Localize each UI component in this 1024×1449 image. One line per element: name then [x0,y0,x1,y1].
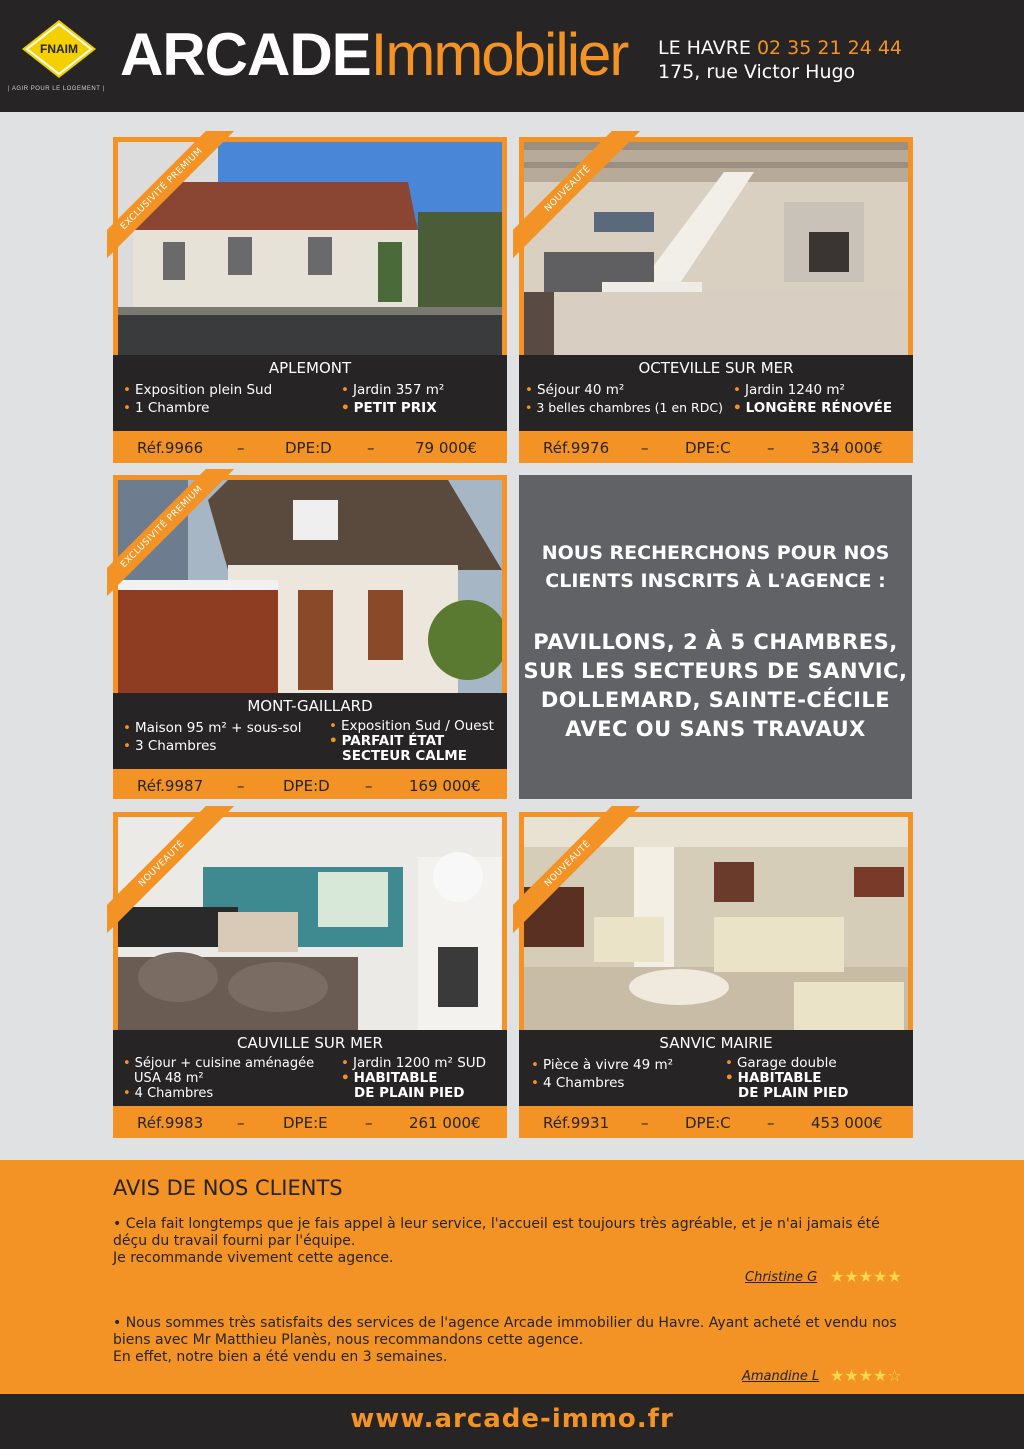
listing-ref: Réf.9987 [137,777,204,795]
features-left [525,381,723,417]
review-author: Amandine L [742,1369,820,1384]
agency-city: LE HAVRE [658,37,751,59]
separator: – [237,439,245,457]
listing-town: APLEMONT [268,359,352,377]
badge-label: EXCLUSIVITÉ PREMIUM [107,131,236,263]
feature-highlight: • HABITABLE [725,1070,822,1086]
feature-item: • Maison 95 m² + sous-sol [123,720,302,736]
feature-highlight: SECTEUR CALME [342,748,467,764]
separator: – [237,1114,245,1132]
brand-light: Immobilier [370,21,628,88]
listing-price: 169 000€ [409,777,481,795]
badge-ribbon [513,131,653,271]
fnaim-label: FNAIM [40,42,78,56]
feature-highlight: • HABITABLE [341,1070,438,1086]
separator: – [641,1114,649,1132]
listing-card[interactable] [519,812,913,1138]
feature-highlight: • PARFAIT ÉTAT [329,733,445,749]
website-link[interactable]: www.arcade-immo.fr [350,1404,674,1434]
feature-item: • 3 belles chambres (1 en RDC) [525,400,723,415]
separator: – [367,439,375,457]
fnaim-logo [20,18,98,80]
listing-card[interactable] [519,137,913,463]
listing-town: OCTEVILLE SUR MER [638,359,794,377]
feature-item: • Séjour 40 m² [525,382,625,398]
badge-ribbon [513,806,653,946]
features-right [329,719,494,764]
features-left [123,1056,314,1101]
listing-ref: Réf.9966 [137,439,204,457]
listing-town: SANVIC MAIRIE [659,1034,773,1052]
badge-label: NOUVEAUTÉ [513,131,642,263]
listing-price: 79 000€ [415,439,478,457]
listing-price: 453 000€ [811,1114,883,1132]
feature-item: • 3 Chambres [123,738,217,754]
listing-price-bar [113,433,507,463]
separator: – [641,439,649,457]
review-text: • Nous sommes très satisfaits des services de l'agence Arcade immobilier du Havre. Ayant acheté et vendu nos biens avec Mr Matthieu Planès, nous recommandons cette agence. En effet, notre bien a été vendu en 3 semaines. [113,1315,897,1365]
logo-tagline: | AGIR POUR LE LOGEMENT | [8,86,105,92]
listing-info [113,355,507,431]
badge-label: NOUVEAUTÉ [513,806,642,938]
listing-card[interactable] [113,137,507,463]
rating-stars-icon: ★★★★★ [830,1267,902,1286]
separator: – [767,1114,775,1132]
feature-item: USA 48 m² [134,1071,204,1086]
badge-ribbon [107,131,247,271]
separator: – [365,777,373,795]
listing-price-bar [519,1108,913,1138]
agency-contact [658,36,902,84]
feature-item: • 1 Chambre [123,400,210,416]
listing-dpe: DPE:D [283,777,330,795]
listing-info [113,1030,507,1106]
features-left [123,719,302,755]
brand-name [120,20,627,90]
listing-town: MONT-GAILLARD [247,697,373,715]
listing-card[interactable] [113,812,507,1138]
brand-bold: ARCADE [120,21,371,88]
listing-price: 334 000€ [811,439,883,457]
feature-item: • 4 Chambres [123,1086,214,1101]
header [0,0,1024,112]
separator: – [365,1114,373,1132]
feature-item: • Jardin 357 m² [341,382,445,398]
listing-dpe: DPE:E [283,1114,328,1132]
agency-phone[interactable]: 02 35 21 24 44 [756,37,902,59]
feature-item: • Jardin 1200 m² SUD [341,1055,487,1071]
badge-ribbon [107,806,247,946]
listing-dpe: DPE:D [285,439,332,457]
listing-ref: Réf.9976 [543,439,610,457]
features-left [123,381,272,417]
search-intro: NOUS RECHERCHONS POUR NOS CLIENTS INSCRITS À L'AGENCE : [541,542,890,592]
feature-item: • Séjour + cuisine aménagée [123,1056,315,1071]
search-announcement [519,475,912,799]
review-author: Christine G [745,1270,818,1285]
listing-info [519,1030,913,1106]
badge-label: NOUVEAUTÉ [107,806,236,938]
reviews-title: AVIS DE NOS CLIENTS [113,1176,343,1200]
listing-ref: Réf.9931 [543,1114,610,1132]
feature-item: • Jardin 1240 m² [733,382,845,398]
feature-item: • Exposition plein Sud [123,382,273,398]
separator: – [767,439,775,457]
listing-price-bar [113,771,507,801]
feature-highlight: DE PLAIN PIED [738,1085,849,1101]
features-left [531,1056,673,1092]
feature-item: • Garage double [725,1055,837,1071]
features-right [341,381,444,417]
footer [0,1394,1024,1449]
feature-item: • Exposition Sud / Ouest [329,718,494,734]
feature-highlight: • LONGÈRE RÉNOVÉE [733,400,893,416]
badge-label: EXCLUSIVITÉ PREMIUM [107,469,236,601]
badge-ribbon [107,469,247,609]
agency-address: 175, rue Victor Hugo [658,61,856,83]
features-right [341,1056,486,1101]
separator: – [237,777,245,795]
listing-info [519,355,913,431]
reviews-section [0,1160,1024,1394]
feature-highlight: • PETIT PRIX [341,400,437,416]
search-criteria: PAVILLONS, 2 À 5 CHAMBRES, SUR LES SECTEURS DE SANVIC, DOLLEMARD, SAINTE-CÉCILE AVEC OU SANS TRAVAUX [523,630,908,741]
listing-price-bar [519,433,913,463]
listing-card[interactable] [113,475,507,799]
rating-stars-icon: ★★★★☆ [830,1366,902,1385]
features-right [725,1056,848,1101]
listing-ref: Réf.9983 [137,1114,204,1132]
listing-dpe: DPE:C [685,439,731,457]
feature-highlight: DE PLAIN PIED [354,1085,465,1101]
listing-price-bar [113,1108,507,1138]
feature-item: • 4 Chambres [531,1075,625,1091]
review-text: • Cela fait longtemps que je fais appel à leur service, l'accueil est toujours très agréable, et je n'ai jamais été déçu du travail fourni par l'équipe. Je recommande vivement cette agence. [113,1216,880,1266]
listing-price: 261 000€ [409,1114,481,1132]
listing-info [113,693,507,769]
listing-town: CAUVILLE SUR MER [237,1034,383,1052]
feature-item: • Pièce à vivre 49 m² [531,1057,674,1073]
features-right [733,381,892,417]
listing-dpe: DPE:C [685,1114,731,1132]
